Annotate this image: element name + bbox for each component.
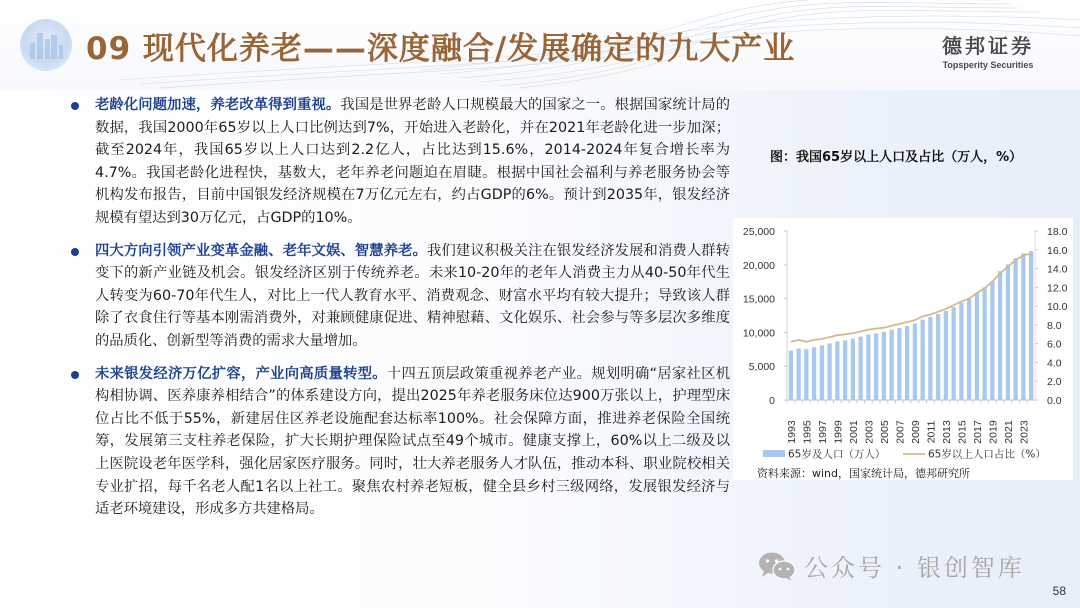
right-axis-tick: 12.0	[1047, 282, 1068, 295]
bar	[944, 311, 948, 400]
bar	[959, 303, 963, 400]
bar	[866, 334, 870, 400]
ratio-line	[791, 254, 1031, 342]
x-axis-tick: 2003	[863, 420, 876, 444]
bar	[882, 332, 886, 400]
bar	[897, 328, 901, 400]
right-axis-tick: 10.0	[1047, 301, 1068, 314]
bullet-body: 我国是世界老龄人口规模最大的国家之一。根据国家统计局的数据，我国2000年65岁以上人口比例达到7%，开始进入老龄化，并在2021年老龄化进一步加深；截至2024年，我国65岁以上人口达到2.2亿人，占比达到15.6%，2014-2024年复合增长率为4.7%。我国老龄化进程快，基数大，老年养老问题迫在眉睫。根据中国社会福利与养老服务协会等机构发布报告，目前中国银发经济规模在7万亿元左右，约占GDP的6%。预计到2035年，银发经济规模有望达到30万亿元，占GDP的10%。	[95, 97, 731, 226]
bar	[827, 343, 831, 400]
left-axis-tick: 20,000	[742, 259, 775, 272]
right-axis-tick: 14.0	[1047, 263, 1068, 276]
x-axis-tick: 2013	[940, 420, 953, 444]
x-axis-tick: 2021	[1002, 420, 1015, 444]
legend-bar-swatch	[763, 450, 785, 457]
watermark-text: 公众号 · 银创智库	[804, 554, 1025, 582]
bar	[990, 281, 994, 400]
x-axis-tick: 2017	[971, 420, 984, 444]
bullet-lead: 未来银发经济万亿扩容，产业向高质量转型。	[95, 365, 387, 382]
right-axis-tick: 8.0	[1047, 319, 1062, 332]
left-axis-tick: 10,000	[742, 327, 775, 340]
bar	[820, 345, 824, 400]
chart-source: 资料来源：wind，国家统计局，德邦研究所	[757, 467, 971, 480]
right-axis-tick: 6.0	[1047, 338, 1062, 351]
population-chart	[733, 218, 1073, 480]
slide-header	[0, 0, 1080, 90]
right-axis-tick: 2.0	[1047, 376, 1062, 389]
bar	[1021, 253, 1025, 400]
bullet-item	[70, 94, 730, 230]
bar	[1013, 258, 1017, 400]
x-axis-tick: 2009	[909, 420, 922, 444]
right-axis-tick: 16.0	[1047, 244, 1068, 257]
page-number: 58	[1052, 584, 1066, 598]
bullet-lead: 老龄化问题加速，养老改革得到重视。	[95, 97, 341, 113]
bullet-item	[70, 240, 730, 353]
watermark	[758, 548, 1025, 583]
bar	[951, 307, 955, 400]
brand-logo	[942, 30, 1034, 70]
legend-line-label: 65岁以上人口占比（%）	[928, 448, 1046, 461]
x-axis-tick: 2011	[925, 420, 938, 444]
bar	[920, 320, 924, 400]
bar	[843, 340, 847, 400]
bullet-dot-icon	[71, 248, 79, 256]
bullet-body: 十四五顶层政策重视养老产业。规划明确“居家社区机构相协调、医养康养相结合”的体系建设方向，提出2025年养老服务床位达900万张以上，护理型床位占比不低于55%，新建居住区养老设施配套达标率100%。社会保障方面，推进养老保险全国统筹，发展第三支柱养老保险，扩大长期护理保险试点至49个城市。健康支撑上，60%以上二级及以上医院设老年医学科，强化居家医疗服务。同时，壮大养老服务人才队伍，推动本科、职业院校相关专业扩招，每千名老人配1名以上社工。聚焦农村养老短板，健全县乡村三级网络，发展银发经济与适老环境建设，形成多方共建格局。	[95, 365, 731, 518]
right-axis-tick: 18.0	[1047, 226, 1068, 238]
left-axis-tick: 25,000	[742, 226, 775, 238]
chart-canvas	[733, 218, 1073, 480]
bullet-list	[70, 94, 730, 521]
left-axis-tick: 0	[769, 395, 775, 407]
bar	[851, 339, 855, 400]
city-skyline-logo-icon	[20, 19, 72, 71]
bar	[905, 326, 909, 400]
bar	[936, 314, 940, 400]
x-axis-tick: 2001	[847, 420, 860, 444]
right-axis-tick: 4.0	[1047, 357, 1062, 370]
x-axis-tick: 2007	[894, 420, 907, 444]
left-axis-tick: 5,000	[748, 361, 775, 374]
brand-name-en: Topsperity Securities	[942, 60, 1034, 70]
bar	[874, 333, 878, 400]
legend-bar-label: 65岁及人口（万人）	[788, 448, 886, 461]
bullet-body: 我们建议积极关注在银发经济发展和消费人群转变下的新产业链及机会。银发经济区别于传统养老。未来10-20年的老年人消费主力从40-50年代生人转变为60-70年代生人，对比上一代人教育水平、消费观念、财富水平均有较大提升；导致该人群除了衣食住行等基本刚需消费外，对兼顾健康促进、精神慰藉、文化娱乐、社会参与等多层次多维度的品质化、创新型等消费的需求大量增加。	[95, 242, 731, 349]
bar	[1029, 251, 1033, 400]
bar	[1006, 264, 1010, 400]
bar	[998, 271, 1002, 400]
chart-title: 图：我国65岁以上人口及占比（万人，%）	[770, 150, 1023, 165]
bar	[967, 299, 971, 400]
x-axis-tick: 1995	[801, 420, 814, 444]
bar	[796, 349, 800, 400]
bar	[804, 349, 808, 400]
x-axis-tick: 2005	[878, 420, 891, 444]
bar	[858, 337, 862, 400]
bar	[913, 324, 917, 400]
bullet-dot-icon	[71, 371, 79, 379]
bar	[982, 287, 986, 400]
x-axis-tick: 2023	[1018, 420, 1031, 444]
bullet-item	[70, 363, 730, 521]
bar	[812, 347, 816, 400]
bar	[975, 293, 979, 400]
page-title: 09 现代化养老——深度融合/发展确定的九大产业	[86, 31, 796, 67]
left-axis-tick: 15,000	[742, 293, 775, 306]
bar	[889, 330, 893, 400]
brand-name-cn: 德邦证券	[942, 34, 1034, 58]
right-axis-tick: 0.0	[1047, 395, 1062, 407]
bullet-lead: 四大方向引领产业变革金融、老年文娱、智慧养老。	[95, 242, 428, 259]
bar	[835, 341, 839, 400]
x-axis-tick: 2015	[956, 420, 969, 444]
x-axis-tick: 1997	[816, 420, 829, 444]
bar	[789, 351, 793, 400]
bar	[928, 317, 932, 400]
x-axis-tick: 1993	[785, 420, 798, 444]
bullet-dot-icon	[71, 102, 79, 110]
wechat-icon	[758, 551, 796, 581]
x-axis-tick: 2019	[987, 420, 1000, 444]
x-axis-tick: 1999	[832, 420, 845, 444]
